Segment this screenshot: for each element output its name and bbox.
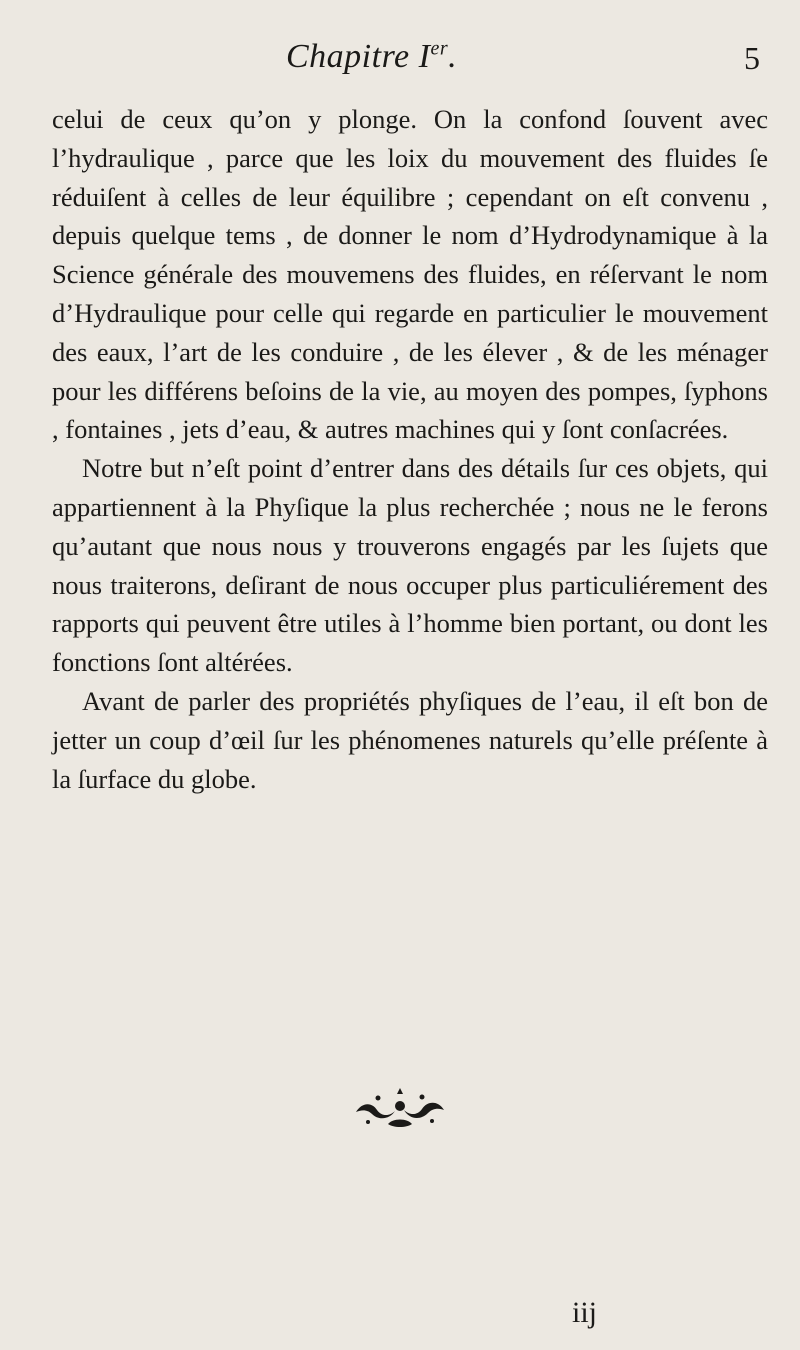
page-number: 5 bbox=[744, 40, 760, 76]
signature-mark: iij bbox=[572, 1296, 598, 1329]
body-text bbox=[52, 100, 768, 798]
chapter-title-suffix: . bbox=[448, 38, 458, 75]
running-head bbox=[40, 38, 768, 88]
paragraph-1: celui de ceux qu’on y plonge. On la confond ſouvent avec l’hydraulique , parce que les loix du mouvement des fluides ſe réduiſent à celles de leur équilibre ; cependant on eſt convenu , depuis quelque tems , de donner le nom d’Hydrodynamique à la Science générale des mouvemens des fluides, en réſervant le nom d’Hydraulique pour celle qui regarde en particulier le mouvement des eaux, l’art de les conduire , de les élever , & de les ménager pour les différens beſoins de la vie, au moyen des pompes, ſyphons , fontaines , jets d’eau, & autres machines qui y ſont conſacrées. bbox=[52, 104, 768, 445]
chapter-title-superscript: er bbox=[430, 37, 449, 60]
paragraph-3: Avant de parler des propriétés phyſiques de l’eau, il eſt bon de jetter un coup d’œil ſur les phénomenes naturels qu’elle préſente à la ſurface du globe. bbox=[52, 685, 768, 794]
chapter-title bbox=[286, 38, 457, 76]
paragraph-2: Notre but n’eſt point d’entrer dans des détails ſur ces objets, qui appartiennent à la Phyſique la plus recherchée ; nous ne le ferons qu’autant que nous nous y trouverons engagés par les ſujets que nous traiterons, deſirant de nous occuper plus particuliérement des rapports qui peuvent être utiles à l’homme bien portant, ou dont les fonctions ſont altérées. bbox=[52, 453, 768, 678]
ornament-icon bbox=[350, 1088, 450, 1132]
chapter-title-text: Chapitre I bbox=[286, 38, 431, 75]
